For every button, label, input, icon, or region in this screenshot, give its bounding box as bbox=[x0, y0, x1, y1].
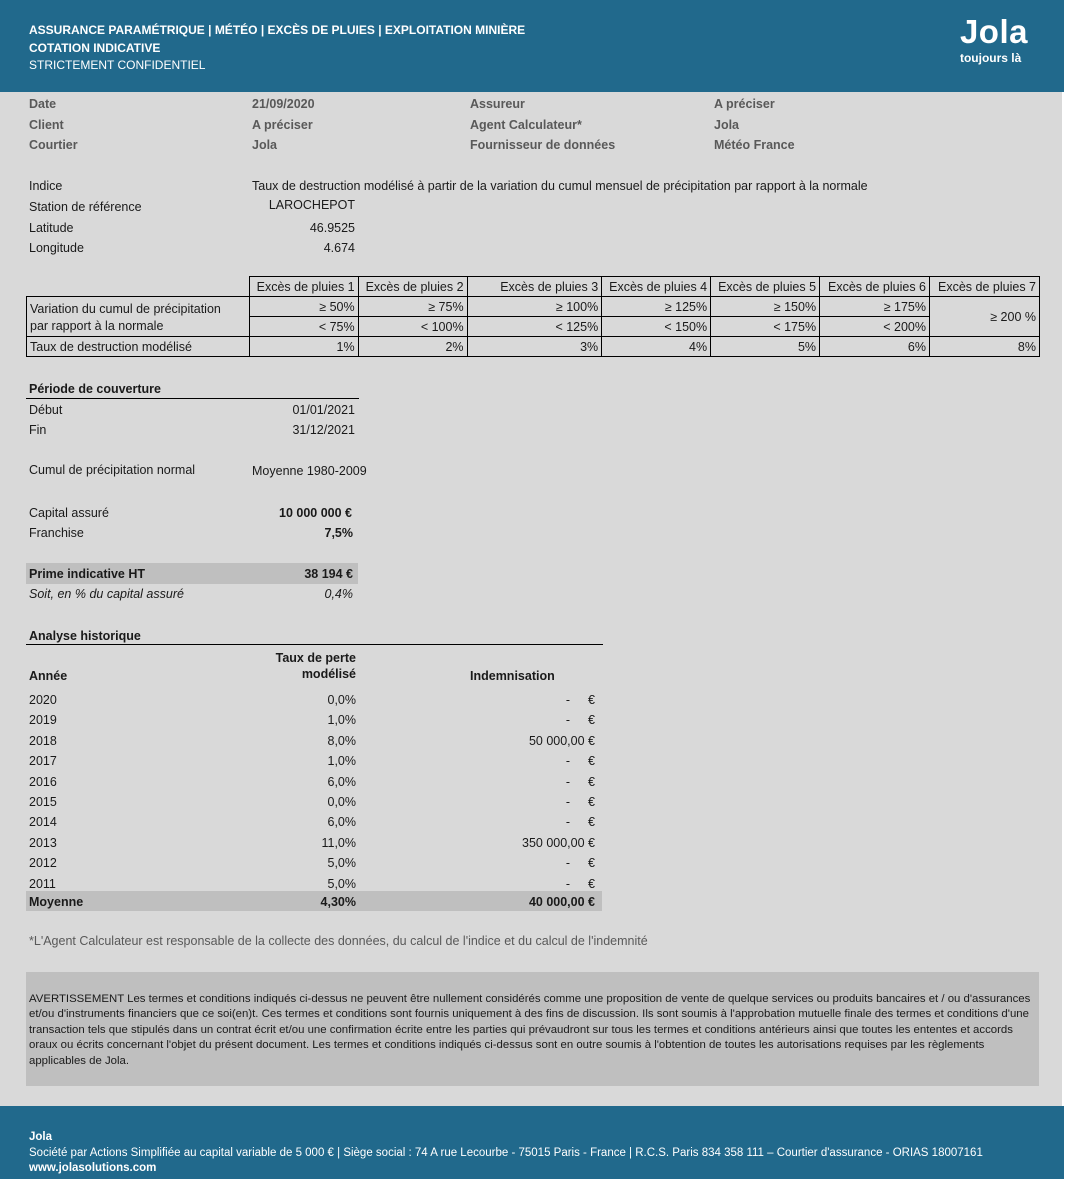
taux-value: 8% bbox=[930, 337, 1040, 357]
moyenne-rate: 4,30% bbox=[320, 895, 356, 909]
history-year: 2015 bbox=[29, 795, 57, 809]
footer-details: Société par Actions Simplifiée au capital variable de 5 000 € | Siège social : 74 A rue Lecourbe - 75015 Paris - France | R.C.S. Paris 834 358 111 – Courtier d'assurance - ORIAS 18007161 bbox=[29, 1147, 983, 1159]
taux-value: 2% bbox=[358, 337, 467, 357]
history-rate: 1,0% bbox=[327, 713, 356, 728]
tranche-header: Excès de pluies 2 bbox=[358, 277, 467, 297]
date-value: 21/09/2020 bbox=[252, 97, 315, 111]
footer-website[interactable]: www.jolasolutions.com bbox=[29, 1162, 157, 1174]
tranche-header: Excès de pluies 4 bbox=[602, 277, 711, 297]
col-year-header: Année bbox=[29, 669, 68, 683]
taux-value: 5% bbox=[711, 337, 820, 357]
variation-lower-row bbox=[27, 297, 1040, 317]
col-rate-header-line1: Taux de perte bbox=[275, 651, 356, 665]
variation-label-line1: Variation du cumul de précipitation bbox=[30, 301, 221, 316]
history-indemnisation: - bbox=[565, 876, 570, 891]
franchise-label: Franchise bbox=[29, 526, 84, 540]
capital-value: 10 000 000 € bbox=[279, 506, 352, 520]
periode-divider bbox=[26, 398, 359, 399]
historique-divider bbox=[26, 644, 603, 645]
history-currency: € bbox=[588, 876, 595, 891]
station-label: Station de référence bbox=[29, 200, 142, 214]
history-year: 2019 bbox=[29, 713, 57, 728]
history-indemnisation: - bbox=[565, 693, 570, 707]
tranches-header-row bbox=[27, 277, 1040, 297]
latitude-value: 46.9525 bbox=[309, 221, 355, 235]
courtier-label: Courtier bbox=[29, 138, 78, 152]
moyenne-indemnisation: 40 000,00 € bbox=[528, 895, 595, 909]
history-indemnisation: - bbox=[565, 815, 570, 830]
history-row bbox=[26, 772, 603, 792]
soit-label: Soit, en % du capital assuré bbox=[29, 587, 184, 601]
tranche-header: Excès de pluies 7 bbox=[930, 277, 1040, 297]
history-indemnisation: 50 000,00 € bbox=[528, 733, 595, 748]
agent-label: Agent Calculateur* bbox=[470, 118, 582, 132]
taux-value: 1% bbox=[249, 337, 358, 357]
footer-banner bbox=[0, 1106, 1064, 1179]
agent-value: Jola bbox=[714, 118, 740, 132]
tranche-upper: < 100% bbox=[358, 317, 467, 337]
tranche-header: Excès de pluies 5 bbox=[711, 277, 820, 297]
cumul-label: Cumul de précipitation normal bbox=[29, 463, 196, 477]
date-label: Date bbox=[29, 97, 57, 111]
footer-company: Jola bbox=[29, 1131, 53, 1143]
history-row bbox=[26, 751, 603, 771]
taux-value: 6% bbox=[820, 337, 930, 357]
history-rate: 6,0% bbox=[327, 815, 356, 830]
history-currency: € bbox=[588, 693, 595, 707]
history-indemnisation: - bbox=[565, 774, 570, 789]
taux-value: 4% bbox=[602, 337, 711, 357]
disclaimer-box bbox=[26, 972, 1039, 1086]
prime-label: Prime indicative HT bbox=[29, 567, 146, 581]
tranches-corner bbox=[27, 277, 250, 297]
header-confidential: STRICTEMENT CONFIDENTIEL bbox=[29, 58, 206, 72]
history-year: 2016 bbox=[29, 774, 57, 789]
historique-title: Analyse historique bbox=[29, 629, 141, 643]
tranche-upper: < 75% bbox=[249, 317, 358, 337]
history-row bbox=[26, 731, 603, 751]
longitude-label: Longitude bbox=[29, 241, 84, 255]
tranche-lower: ≥ 50% bbox=[249, 297, 358, 317]
logo-wordmark: Jola bbox=[959, 13, 1028, 50]
jola-logo bbox=[960, 14, 1028, 65]
history-currency: € bbox=[588, 856, 595, 871]
history-year: 2013 bbox=[29, 835, 57, 850]
history-rate: 8,0% bbox=[327, 733, 356, 748]
history-rate: 5,0% bbox=[327, 876, 356, 891]
station-value: LAROCHEPOT bbox=[268, 198, 355, 212]
history-rate: 5,0% bbox=[327, 856, 356, 871]
col-rate-header-line2: modélisé bbox=[301, 667, 356, 681]
variation-label-line2: par rapport à la normale bbox=[30, 318, 164, 333]
franchise-value: 7,5% bbox=[324, 526, 353, 540]
tranche-header: Excès de pluies 1 bbox=[249, 277, 358, 297]
tranche-lower: ≥ 175% bbox=[820, 297, 930, 317]
fin-value: 31/12/2021 bbox=[292, 423, 355, 437]
indice-value: Taux de destruction modélisé à partir de la variation du cumul mensuel de précipitation par rapport à la normale bbox=[252, 179, 868, 193]
taux-label: Taux de destruction modélisé bbox=[27, 337, 250, 357]
fournisseur-label: Fournisseur de données bbox=[470, 138, 616, 152]
tranche-lower: ≥ 75% bbox=[358, 297, 467, 317]
tranche-upper: < 175% bbox=[711, 317, 820, 337]
fournisseur-value: Météo France bbox=[714, 138, 795, 152]
soit-value: 0,4% bbox=[324, 587, 353, 601]
history-rate: 11,0% bbox=[321, 835, 356, 850]
moyenne-label: Moyenne bbox=[29, 895, 84, 909]
header-title: ASSURANCE PARAMÉTRIQUE | MÉTÉO | EXCÈS DE PLUIES | EXPLOITATION MINIÈRE bbox=[29, 23, 526, 37]
history-currency: € bbox=[588, 815, 595, 830]
history-row bbox=[26, 812, 603, 832]
history-indemnisation: - bbox=[565, 713, 570, 728]
history-row bbox=[26, 710, 603, 730]
logo-tagline: toujours là bbox=[959, 51, 1022, 65]
debut-label: Début bbox=[29, 403, 63, 417]
history-row bbox=[26, 833, 603, 853]
moyenne-row bbox=[26, 892, 603, 912]
history-currency: € bbox=[588, 713, 595, 728]
cumul-value: Moyenne 1980-2009 bbox=[252, 464, 367, 478]
history-year: 2014 bbox=[29, 815, 57, 830]
tranche-header: Excès de pluies 6 bbox=[820, 277, 930, 297]
history-currency: € bbox=[588, 774, 595, 789]
tranches-table bbox=[26, 276, 1040, 357]
history-year: 2018 bbox=[29, 733, 57, 748]
history-indemnisation: - bbox=[565, 754, 570, 769]
tranche-last-range: ≥ 200 % bbox=[930, 297, 1040, 337]
capital-label: Capital assuré bbox=[29, 506, 109, 520]
history-row bbox=[26, 792, 603, 812]
longitude-value: 4.674 bbox=[323, 241, 355, 255]
tranche-header: Excès de pluies 3 bbox=[467, 277, 602, 297]
header-subtitle: COTATION INDICATIVE bbox=[29, 41, 161, 55]
fin-label: Fin bbox=[29, 423, 47, 437]
taux-value: 3% bbox=[467, 337, 602, 357]
history-rate: 0,0% bbox=[327, 693, 356, 707]
history-rate: 1,0% bbox=[327, 754, 356, 769]
col-ind-header: Indemnisation bbox=[470, 669, 555, 683]
history-rate: 0,0% bbox=[327, 795, 356, 809]
tranche-lower: ≥ 100% bbox=[467, 297, 602, 317]
client-label: Client bbox=[29, 118, 64, 132]
history-currency: € bbox=[588, 754, 595, 769]
latitude-label: Latitude bbox=[29, 221, 74, 235]
history-currency: € bbox=[588, 795, 595, 809]
history-year: 2017 bbox=[29, 754, 57, 769]
indice-label: Indice bbox=[29, 179, 63, 193]
disclaimer-text: AVERTISSEMENT Les termes et conditions indiqués ci-dessus ne peuvent être nullement considérés comme une proposition de vente de quelque services ou produits bancaires et / ou d'assurances et/ou d'instruments financiers que ce soi(en)t. Ces termes et conditions sont fournis uniquement à des fins de discussion. Ils sont soumis à l'approbation mutuelle finale des termes et conditions d'une transaction tels que stipulés dans un contrat écrit et/ou une confirmation écrite entre les parties qui prévaudront sur tous les termes et conditions antérieurs ainsi que toutes les ententes et accords oraux ou écrits concernant l'objet du présent document. Les termes et conditions indiqués ci-dessus sont en outre soumis à l'obtention de toutes les autorisations requises par les règlements applicables de Jola. bbox=[29, 993, 1031, 1067]
history-row bbox=[26, 853, 603, 873]
variation-label bbox=[27, 297, 250, 337]
courtier-value: Jola bbox=[252, 138, 278, 152]
tranche-upper: < 125% bbox=[467, 317, 602, 337]
history-year: 2012 bbox=[29, 856, 57, 871]
client-value: A préciser bbox=[252, 118, 313, 132]
history-year: 2020 bbox=[29, 693, 57, 707]
tranche-upper: < 200% bbox=[820, 317, 930, 337]
tranche-upper: < 150% bbox=[602, 317, 711, 337]
prime-value: 38 194 € bbox=[304, 567, 353, 581]
history-rate: 6,0% bbox=[327, 774, 356, 789]
assureur-label: Assureur bbox=[470, 97, 525, 111]
history-year: 2011 bbox=[29, 876, 56, 891]
taux-row bbox=[27, 337, 1040, 357]
tranche-lower: ≥ 150% bbox=[711, 297, 820, 317]
header-banner bbox=[0, 0, 1064, 92]
history-row bbox=[26, 690, 603, 710]
assureur-value: A préciser bbox=[714, 97, 775, 111]
history-indemnisation: - bbox=[565, 795, 570, 809]
footnote: *L'Agent Calculateur est responsable de la collecte des données, du calcul de l'indice et du calcul de l'indemnité bbox=[29, 934, 648, 948]
tranche-lower: ≥ 125% bbox=[602, 297, 711, 317]
periode-title: Période de couverture bbox=[29, 382, 161, 396]
history-indemnisation: - bbox=[565, 856, 570, 871]
debut-value: 01/01/2021 bbox=[292, 403, 355, 417]
history-indemnisation: 350 000,00 € bbox=[522, 835, 595, 850]
